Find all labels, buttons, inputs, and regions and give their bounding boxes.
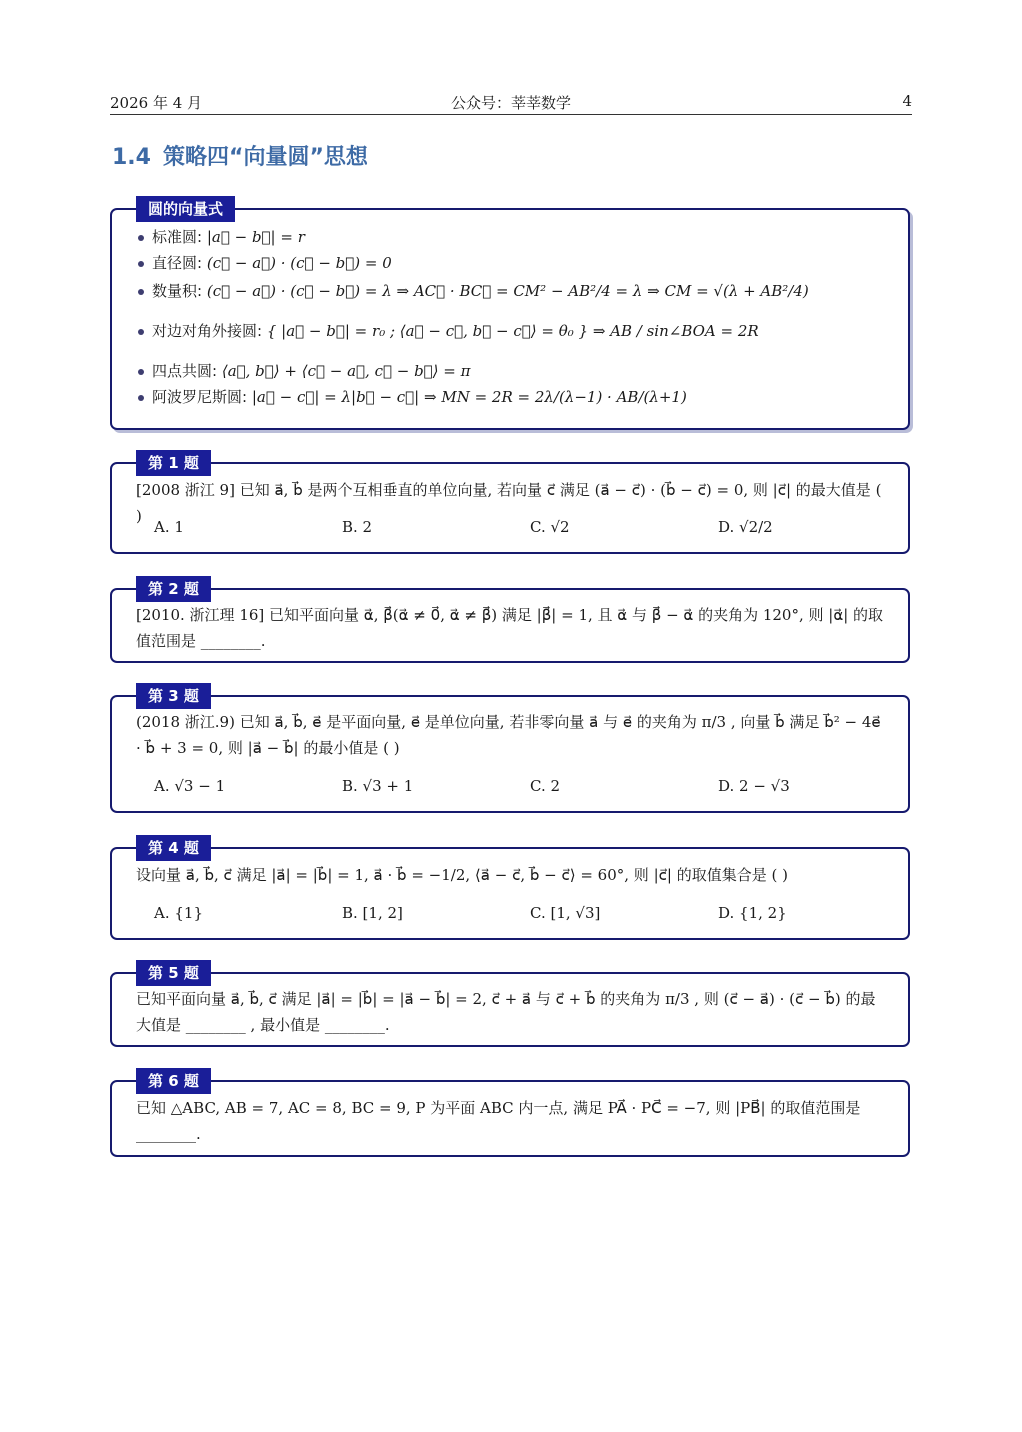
section-number: 1.4 [112,145,151,170]
problem-text: [2010. 浙江理 16] 已知平面向量 α⃗, β⃗(α⃗ ≠ 0⃗, α⃗ ≠ β⃗) 满足 |β⃗| = 1, 且 α⃗ 与 β⃗ − α⃗ 的夹角为 120°, 则 |α⃗| 的取值范围是 ________. [136,606,884,650]
problem-tag: 第 1 题 [136,450,211,476]
problem-text: (2018 浙江.9) 已知 a⃗, b⃗, e⃗ 是平面向量, e⃗ 是单位向量, 若非零向量 a⃗ 与 e⃗ 的夹角为 π/3 , 向量 b⃗ 满足 b⃗² − 4e⃗ · b⃗ + 3 = 0, 则 |a⃗ − b⃗| 的最小值是 ( ) [136,713,881,757]
option-b: B. [1, 2] [342,904,403,922]
formula-item: 四点共圆: ⟨a⃗, b⃗⟩ + ⟨c⃗ − a⃗, c⃗ − b⃗⟩ = π [136,358,888,384]
formula-item: 直径圆: (c⃗ − a⃗) · (c⃗ − b⃗) = 0 [136,250,888,276]
option-d: D. 2 − √3 [718,777,790,795]
formula-item: 阿波罗尼斯圆: |a⃗ − c⃗| = λ|b⃗ − c⃗| ⇒ MN = 2R = 2λ/(λ−1) · AB/(λ+1) [136,384,888,410]
problem-text: 已知 △ABC, AB = 7, AC = 8, BC = 9, P 为平面 ABC 内一点, 满足 PA⃗ · PC⃗ = −7, 则 |PB⃗| 的取值范围是 ________. [136,1099,861,1143]
page-header [110,92,912,115]
formula-item: 标准圆: |a⃗ − b⃗| = r [136,224,888,250]
problem-text: 已知平面向量 a⃗, b⃗, c⃗ 满足 |a⃗| = |b⃗| = |a⃗ − b⃗| = 2, c⃗ + a⃗ 与 c⃗ + b⃗ 的夹角为 π/3 , 则 (c⃗ − a⃗) · (c⃗ − b⃗) 的最大值是 ________ , 最小值是 ________. [136,990,876,1034]
problem-text: [2008 浙江 9] 已知 a⃗, b⃗ 是两个互相垂直的单位向量, 若向量 c⃗ 满足 (a⃗ − c⃗) · (b⃗ − c⃗) = 0, 则 |c⃗| 的最大值是 ( ) [136,481,882,525]
problem-tag: 第 3 题 [136,683,211,709]
problem-box-3 [110,687,910,813]
problem-box-2 [110,580,910,663]
problem-box-6 [110,1072,910,1157]
formula-list [136,224,888,410]
header-account: 公众号：莘莘数学 [450,94,571,112]
header-date: 2026 年 4 月 [110,94,203,112]
formula-box [110,200,910,430]
problem-box-1 [110,454,910,554]
option-c: C. √2 [530,518,570,536]
problem-tag: 第 5 题 [136,960,211,986]
formula-item: 对边对角外接圆: { |a⃗ − b⃗| = r₀ ; ⟨a⃗ − c⃗, b⃗ − c⃗⟩ = θ₀ } ⇒ AB / sin∠BOA = 2R [136,318,888,344]
option-d: D. √2/2 [718,518,773,536]
section-title [112,140,368,171]
option-b: B. √3 + 1 [342,777,414,795]
page-number: 4 [902,92,912,110]
option-c: C. 2 [530,777,561,795]
option-c: C. [1, √3] [530,904,601,922]
problem-text: 设向量 a⃗, b⃗, c⃗ 满足 |a⃗| = |b⃗| = 1, a⃗ · b⃗ = −1/2, ⟨a⃗ − c⃗, b⃗ − c⃗⟩ = 60°, 则 |c⃗| 的取值集合是 ( ) [136,866,788,884]
option-b: B. 2 [342,518,373,536]
option-a: A. √3 − 1 [154,777,226,795]
problem-tag: 第 6 题 [136,1068,211,1094]
problem-box-4 [110,839,910,940]
option-a: A. {1} [154,904,203,922]
option-d: D. {1, 2} [718,904,787,922]
section-title-text: 策略四“向量圆”思想 [162,145,368,170]
formula-item: 数量积: (c⃗ − a⃗) · (c⃗ − b⃗) = λ ⇒ AC⃗ · BC⃗ = CM² − AB²/4 = λ ⇒ CM = √(λ + AB²/4) [136,278,888,304]
problem-tag: 第 2 题 [136,576,211,602]
option-a: A. 1 [154,518,184,536]
problem-tag: 第 4 题 [136,835,211,861]
formula-box-tag: 圆的向量式 [136,196,235,222]
problem-box-5 [110,964,910,1047]
